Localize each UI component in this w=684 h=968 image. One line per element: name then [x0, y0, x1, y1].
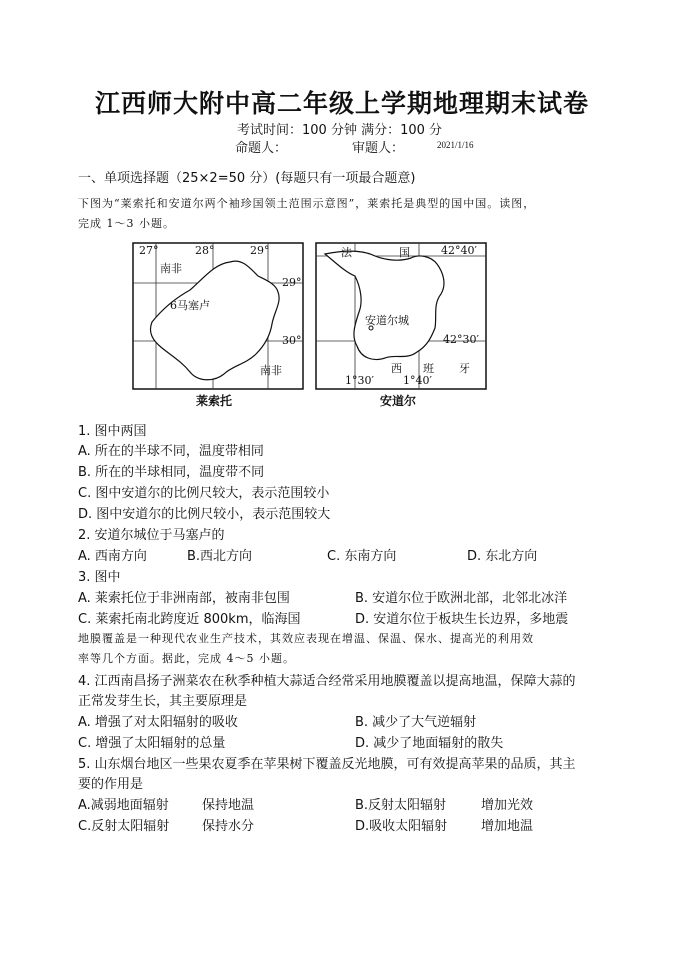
option-b: B.反射太阳辐射	[355, 798, 447, 813]
question-stem: 正常发芽生长，其主要原理是	[78, 694, 248, 709]
question-stem: 4. 江西南昌扬子洲菜农在秋季种植大蒜适合经常采用地膜覆盖以提高地温，保障大蒜的	[78, 674, 576, 689]
lesotho-map	[132, 242, 304, 390]
exam-date: 2021/1/16	[437, 140, 474, 150]
map-label: 法	[341, 246, 352, 259]
question-stem: 2. 安道尔城位于马塞卢的	[78, 528, 225, 543]
map-label: 29°	[282, 276, 302, 289]
lesotho-caption: 莱索托	[196, 394, 233, 408]
option: D. 减少了地面辐射的散失	[355, 736, 504, 751]
map-label: 南非	[160, 262, 182, 275]
option: A. 所在的半球不同，温度带相同	[78, 444, 264, 459]
andorra-map	[315, 242, 487, 390]
option: B. 减少了大气逆辐射	[355, 715, 477, 730]
option-d-effect: 增加地温	[481, 819, 534, 834]
map-label: 安道尔城	[365, 314, 409, 327]
map-label: 1°30′	[345, 374, 374, 387]
option-a-effect: 保持地温	[202, 798, 255, 813]
question-stem: 1. 图中两国	[78, 424, 147, 439]
map-label: 42°30′	[443, 333, 479, 346]
map-label: 牙	[459, 362, 470, 375]
question-stem: 5. 山东烟台地区一些果农夏季在苹果树下覆盖反光地膜，可有效提高苹果的品质，其主	[78, 757, 576, 772]
section-heading: 一、单项选择题（25×2=50 分）(每题只有一项最合题意)	[78, 171, 416, 186]
map-label: 30°	[282, 334, 302, 347]
exam-info: 考试时间：100 分钟 满分：100 分	[237, 123, 443, 138]
option-c-effect: 保持水分	[202, 819, 255, 834]
option: C. 增强了太阳辐射的总量	[78, 736, 226, 751]
option-c: C.反射太阳辐射	[78, 819, 170, 834]
map-label: 西	[391, 362, 402, 375]
option: A. 增强了对太阳辐射的吸收	[78, 715, 238, 730]
option-d: D.吸收太阳辐射	[355, 819, 448, 834]
option: B. 安道尔位于欧洲北部，北邻北冰洋	[355, 591, 568, 606]
option: C. 东南方向	[327, 549, 397, 564]
andorra-border	[325, 251, 444, 359]
option: C. 莱索托南北跨度近 800km，临海国	[78, 612, 301, 627]
intro-line: 率等几个方面。据此，完成 4～5 小题。	[78, 652, 295, 665]
map-label: 国	[399, 246, 410, 259]
map-label: 27°	[139, 244, 159, 257]
page-title: 江西师大附中高二年级上学期地理期末试卷	[94, 89, 589, 118]
option: C. 图中安道尔的比例尺较大，表示范围较小	[78, 486, 330, 501]
option: B.西北方向	[187, 549, 253, 564]
map-label: 1°40′	[403, 374, 432, 387]
andorra-caption: 安道尔	[380, 394, 417, 408]
map-label: 南非	[260, 364, 282, 377]
map-label: 42°40′	[441, 244, 477, 257]
map-label: 28°	[195, 244, 215, 257]
option: B. 所在的半球相同，温度带不同	[78, 465, 265, 480]
option-a: A.减弱地面辐射	[78, 798, 169, 813]
intro-line: 地膜覆盖是一种现代农业生产技术，其效应表现在增温、保温、保水、提高光的利用效	[78, 632, 534, 645]
intro-line: 完成 1～3 小题。	[78, 217, 175, 230]
setter-label: 命题人：	[235, 141, 288, 156]
option: D. 安道尔位于板块生长边界，多地震	[355, 612, 569, 627]
reviewer-label: 审题人：	[352, 141, 405, 156]
option: A. 莱索托位于非洲南部，被南非包围	[78, 591, 290, 606]
map-label: 29°	[250, 244, 270, 257]
question-stem: 要的作用是	[78, 777, 144, 792]
map-label: 班	[423, 362, 434, 375]
option-b-effect: 增加光效	[481, 798, 534, 813]
option: D. 东北方向	[467, 549, 538, 564]
option: D. 图中安道尔的比例尺较小，表示范围较大	[78, 507, 331, 522]
map-label: 6马塞卢	[170, 299, 210, 312]
question-stem: 3. 图中	[78, 570, 121, 585]
option: A. 西南方向	[78, 549, 147, 564]
intro-line: 下图为“莱索托和安道尔两个袖珍国领土范围示意图”，莱索托是典型的国中国。读图，	[78, 197, 536, 210]
